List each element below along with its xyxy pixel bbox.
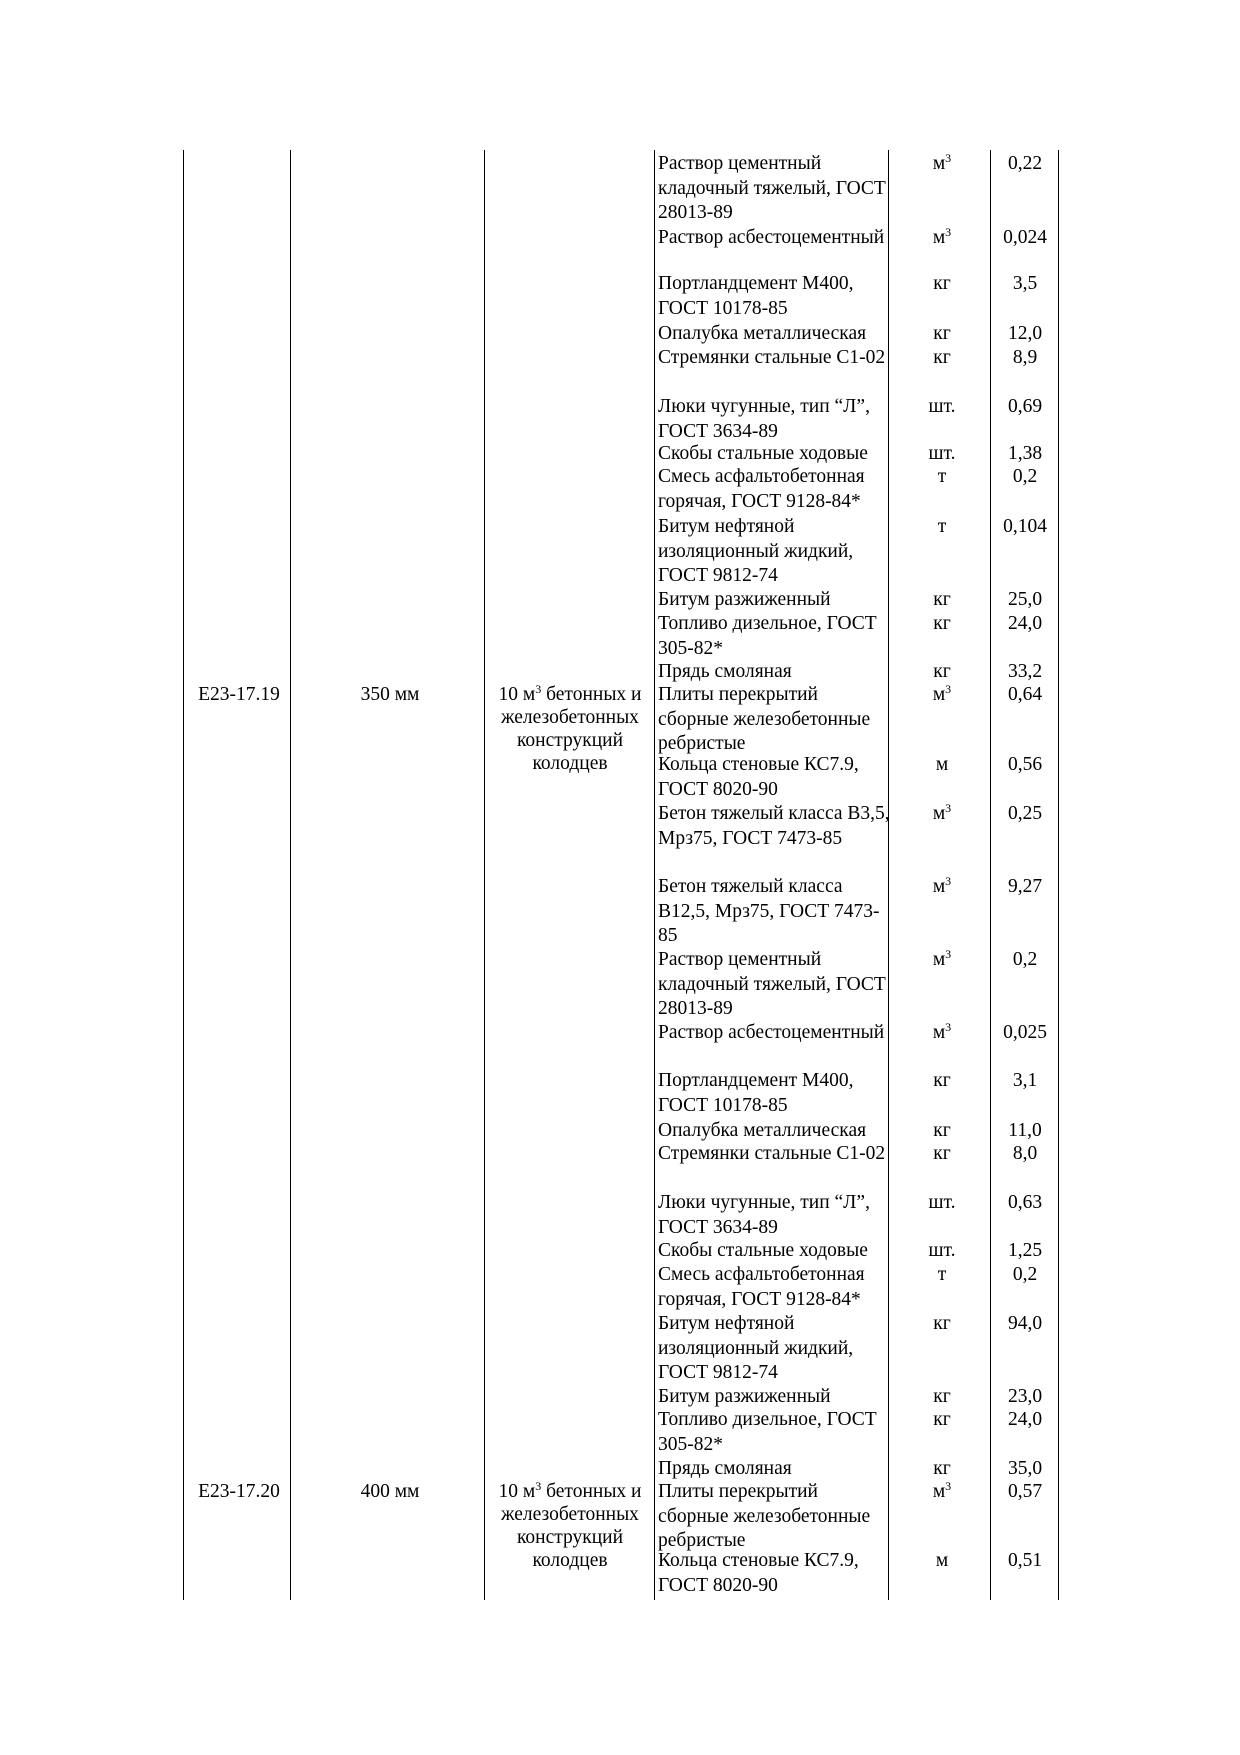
resource-unit — [898, 1549, 986, 1574]
resource-name: Плиты перекрытий сборные железобетонные ребристые — [658, 1481, 871, 1551]
resource-name: Стремянки стальные С1-02 — [658, 1143, 886, 1164]
unit-text: кг — [933, 1143, 951, 1164]
cubic-superscript: 3 — [945, 225, 952, 239]
resource-name: Скобы стальные ходовые — [658, 443, 868, 464]
unit-text: кг — [933, 323, 951, 344]
resource-quantity: 0,22 — [1007, 153, 1043, 174]
resource-name: Портландцемент М400, ГОСТ 10178-85 — [658, 1070, 854, 1116]
resource-quantity: 0,025 — [1003, 1022, 1047, 1043]
resource-name: Скобы стальные ходовые — [658, 1240, 868, 1261]
unit-text: т — [937, 516, 947, 537]
resource-quantity: 0,51 — [1007, 1550, 1043, 1571]
table-border-col2 — [290, 150, 291, 1600]
measure-unit-text: железобетонных конструкций колодцев — [501, 1504, 639, 1571]
resource-name: Раствор цементный кладочный тяжелый, ГОСТ 28013-89 — [658, 153, 886, 223]
measure-unit-text: 10 м — [498, 684, 536, 705]
resource-unit — [898, 515, 986, 540]
resource-quantity: 0,25 — [1007, 803, 1043, 824]
measure-unit-text: 10 м — [498, 1481, 536, 1502]
resource-unit — [898, 1480, 986, 1505]
resource-name: Опалубка металлическая — [658, 323, 867, 344]
resource-quantity: 12,0 — [1007, 323, 1043, 344]
unit-text: м — [932, 949, 946, 970]
unit-text: м — [932, 876, 946, 897]
resource-name: Топливо дизельное, ГОСТ 305-82* — [658, 613, 877, 659]
unit-text: м — [935, 754, 949, 775]
resource-unit — [898, 395, 986, 420]
resource-name: Кольца стеновые КС7.9, ГОСТ 8020-90 — [658, 754, 859, 800]
table-border-col3 — [484, 150, 485, 1600]
unit-text: т — [937, 466, 947, 487]
resource-quantity: 35,0 — [1007, 1458, 1043, 1479]
norm-code: Е23-17.20 — [198, 1481, 280, 1502]
resource-name: Опалубка металлическая — [658, 1120, 867, 1141]
resource-unit — [898, 875, 986, 900]
unit-text: кг — [933, 1313, 951, 1334]
unit-text: м — [932, 684, 946, 705]
resource-name: Бетон тяжелый класса В12,5, Мрз75, ГОСТ 7473-85 — [658, 876, 880, 946]
resource-unit — [898, 1263, 986, 1288]
resource-name: Раствор асбестоцементный — [658, 227, 885, 248]
unit-text: кг — [933, 273, 951, 294]
resource-quantity: 24,0 — [1007, 613, 1043, 634]
resource-quantity: 3,5 — [1012, 273, 1038, 294]
table-border-col6 — [990, 150, 991, 1600]
unit-text: кг — [933, 1120, 951, 1141]
unit-text: кг — [933, 347, 951, 368]
resource-name: Битум нефтяной изоляционный жидкий, ГОСТ 9812-74 — [658, 516, 854, 586]
resource-unit — [898, 322, 986, 347]
resource-name: Прядь смоляная — [658, 661, 792, 682]
resource-unit — [898, 612, 986, 637]
resource-unit — [898, 1312, 986, 1337]
resource-quantity: 0,64 — [1007, 684, 1043, 705]
measure-unit-text: бетонных и — [541, 684, 642, 705]
cubic-superscript: 3 — [945, 682, 952, 696]
unit-text: кг — [933, 661, 951, 682]
pipe-diameter: 400 мм — [360, 1481, 420, 1502]
unit-text: кг — [933, 1386, 951, 1407]
resource-quantity: 3,1 — [1012, 1070, 1038, 1091]
norm-measure-unit — [488, 683, 652, 775]
resource-name: Плиты перекрытий сборные железобетонные ребристые — [658, 684, 871, 754]
resource-unit — [898, 1385, 986, 1410]
resource-name: Раствор асбестоцементный — [658, 1022, 885, 1043]
unit-text: м — [932, 153, 946, 174]
unit-text: м — [932, 1022, 946, 1043]
resource-quantity: 24,0 — [1007, 1409, 1043, 1430]
resource-quantity: 8,9 — [1012, 347, 1038, 368]
resource-name: Люки чугунные, тип “Л”, ГОСТ 3634-89 — [658, 1192, 870, 1238]
unit-text: кг — [933, 613, 951, 634]
unit-text: м — [932, 803, 946, 824]
resource-unit — [898, 1408, 986, 1433]
resource-quantity: 23,0 — [1007, 1386, 1043, 1407]
resource-quantity: 25,0 — [1007, 589, 1043, 610]
cubic-superscript: 3 — [535, 682, 542, 696]
resource-unit — [898, 753, 986, 778]
resource-unit — [898, 272, 986, 297]
resource-name: Портландцемент М400, ГОСТ 10178-85 — [658, 273, 854, 319]
resource-unit — [898, 660, 986, 685]
unit-text: м — [935, 1550, 949, 1571]
resource-unit — [898, 346, 986, 371]
resource-name: Люки чугунные, тип “Л”, ГОСТ 3634-89 — [658, 396, 870, 442]
table-border-left — [183, 150, 184, 1600]
norm-code: Е23-17.19 — [198, 684, 280, 705]
resource-name: Битум нефтяной изоляционный жидкий, ГОСТ 9812-74 — [658, 1313, 854, 1383]
unit-text: шт. — [928, 1192, 956, 1213]
unit-text: шт. — [928, 396, 956, 417]
unit-text: кг — [933, 1070, 951, 1091]
resource-name: Прядь смоляная — [658, 1458, 792, 1479]
cubic-superscript: 3 — [945, 874, 952, 888]
resource-unit — [898, 1191, 986, 1216]
resource-unit — [898, 1457, 986, 1482]
resource-unit — [898, 465, 986, 490]
resource-name: Топливо дизельное, ГОСТ 305-82* — [658, 1409, 877, 1455]
resource-unit — [898, 226, 986, 251]
resource-unit — [898, 1142, 986, 1167]
resource-quantity: 1,25 — [1007, 1240, 1043, 1261]
unit-text: м — [932, 1481, 946, 1502]
resource-quantity: 33,2 — [1007, 661, 1043, 682]
resource-name: Смесь асфальтобетонная горячая, ГОСТ 9128-84* — [658, 466, 865, 512]
unit-text: шт. — [928, 1240, 956, 1261]
measure-unit-text: бетонных и — [541, 1481, 642, 1502]
resource-quantity: 0,69 — [1007, 396, 1043, 417]
cubic-superscript: 3 — [945, 1479, 952, 1493]
table-border-right — [1058, 150, 1059, 1600]
resource-unit — [898, 948, 986, 973]
cubic-superscript: 3 — [945, 1020, 952, 1034]
pipe-diameter: 350 мм — [360, 684, 420, 705]
resource-quantity: 0,024 — [1003, 227, 1047, 248]
table-border-col4 — [654, 150, 655, 1600]
resource-quantity: 8,0 — [1012, 1143, 1038, 1164]
resource-unit — [898, 1119, 986, 1144]
resource-quantity: 0,2 — [1012, 1264, 1038, 1285]
resource-quantity: 0,104 — [1003, 516, 1047, 537]
resource-unit — [898, 1239, 986, 1264]
resource-name: Бетон тяжелый класса В3,5, Мрз75, ГОСТ 7473-85 — [658, 803, 890, 849]
unit-text: шт. — [928, 443, 956, 464]
resource-unit — [898, 152, 986, 177]
resource-quantity: 9,27 — [1007, 876, 1043, 897]
resource-unit — [898, 683, 986, 708]
resource-quantity: 11,0 — [1008, 1120, 1042, 1141]
resource-quantity: 0,56 — [1007, 754, 1043, 775]
resource-name: Смесь асфальтобетонная горячая, ГОСТ 9128-84* — [658, 1264, 865, 1310]
resource-quantity: 0,2 — [1012, 949, 1038, 970]
resource-unit — [898, 802, 986, 827]
resource-quantity: 0,2 — [1012, 466, 1038, 487]
resource-name: Раствор цементный кладочный тяжелый, ГОСТ 28013-89 — [658, 949, 886, 1019]
norm-measure-unit — [488, 1480, 652, 1572]
resource-quantity: 0,57 — [1007, 1481, 1043, 1502]
resource-quantity: 94,0 — [1007, 1313, 1043, 1334]
cubic-superscript: 3 — [535, 1479, 542, 1493]
unit-text: кг — [933, 589, 951, 610]
measure-unit-text: железобетонных конструкций колодцев — [501, 707, 639, 774]
resource-unit — [898, 442, 986, 467]
unit-text: т — [937, 1264, 947, 1285]
resource-name: Битум разжиженный — [658, 589, 831, 610]
resource-unit — [898, 588, 986, 613]
unit-text: кг — [933, 1458, 951, 1479]
resource-name: Стремянки стальные С1-02 — [658, 347, 886, 368]
resource-name: Кольца стеновые КС7.9, ГОСТ 8020-90 — [658, 1550, 859, 1596]
unit-text: кг — [933, 1409, 951, 1430]
cubic-superscript: 3 — [945, 151, 952, 165]
cubic-superscript: 3 — [945, 801, 952, 815]
resource-quantity: 1,38 — [1007, 443, 1043, 464]
resource-unit — [898, 1069, 986, 1094]
resource-name: Битум разжиженный — [658, 1386, 831, 1407]
unit-text: м — [932, 227, 946, 248]
resource-unit — [898, 1021, 986, 1046]
cubic-superscript: 3 — [945, 947, 952, 961]
resource-quantity: 0,63 — [1007, 1192, 1043, 1213]
